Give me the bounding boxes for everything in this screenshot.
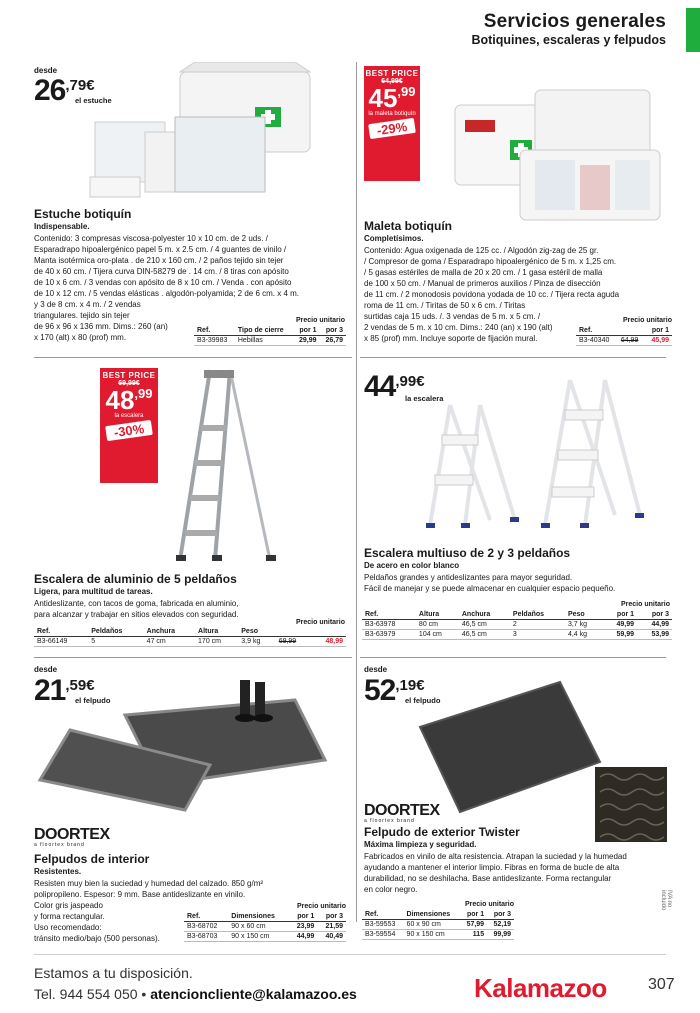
footer-divider — [34, 954, 666, 955]
desc-line: Antideslizante, con tacos de goma, fabricada en aluminio, — [34, 599, 239, 608]
precio-unitario-label: Precio unitario — [295, 317, 345, 324]
desc-line: Fabricados en vinilo de alta resistencia. Atrapan la suciedad y la humedad — [364, 852, 627, 861]
step-ladders-image — [420, 375, 650, 535]
page-title: Servicios generales — [483, 11, 666, 32]
spec-table — [34, 627, 346, 647]
col-header: Tipo de cierre — [235, 326, 293, 336]
product-subtitle: Indispensable. — [34, 222, 90, 231]
price-unit: el felpudo — [75, 696, 111, 705]
badge-label: BEST PRICE — [365, 69, 419, 78]
product-title: Felpudo de exterior Twister — [364, 825, 520, 839]
page-subtitle: Botiquines, escaleras y felpudos — [471, 33, 666, 47]
product-title: Escalera multiuso de 2 y 3 peldaños — [364, 546, 571, 560]
col-header: Peldaños — [88, 627, 143, 637]
table-row: B3-63978 80 cm 46,5 cm 2 3,7 kg 49,99 44,99 — [362, 620, 672, 630]
col-header: Ref. — [34, 627, 88, 637]
col-header: Anchura — [144, 627, 195, 637]
col-header: Ref. — [576, 326, 618, 336]
col-header — [276, 627, 311, 637]
desc-line: en color negro. — [364, 885, 418, 894]
desc-line: x 85 (prof) mm. Incluye soporte de fijación mural. — [364, 334, 538, 343]
product-description — [34, 598, 352, 620]
desc-line: Fácil de manejar y se puede almacenar en cualquier espacio pequeño. — [364, 584, 616, 593]
badge-sub: la escalera — [114, 413, 144, 419]
column-divider — [356, 62, 357, 922]
doortex-logo: DOORTEX a floortex brand — [34, 826, 110, 848]
desc-line: de 40 x 60 cm. / Tijera curva DIN-58279 de . 14 cm. / 8 tiras con apósito — [34, 267, 289, 276]
precio-unitario-label: Precio unitario — [296, 903, 346, 910]
desc-line: y 3 de 8 cm. x 4 m. / 2 vendas — [34, 300, 141, 309]
desc-line: Manta isotérmica oro-plata . de 210 x 160 cm. / 2 paños tejido sin tejer — [34, 256, 284, 265]
col-header — [311, 627, 346, 637]
desc-line: Contenido: Agua oxigenada de 125 cc. / Algodón zig-zag de 25 gr. — [364, 246, 599, 255]
row-divider — [34, 657, 352, 658]
footer-line: Estamos a tu disposición. — [34, 965, 193, 981]
desc-line: Uso recomendado: — [34, 923, 102, 932]
row-divider — [360, 657, 666, 658]
badge-new-price: $45^{,99}$ — [368, 83, 416, 113]
table-row: B3-40340 64,99 45,99 — [576, 336, 672, 346]
precio-unitario-label: Precio unitario — [295, 619, 345, 626]
product-title: Escalera de aluminio de 5 peldaños — [34, 572, 237, 586]
desc-line: / 5 gasas estériles de malla de 20 x 20 cm. / 1 gasa estéril de malla — [364, 268, 603, 277]
table-row: B3-63979 104 cm 46,5 cm 3 4,4 kg 59,99 53,99 — [362, 630, 672, 640]
col-header: Ref. — [184, 912, 228, 922]
spec-table — [576, 326, 672, 346]
price-unit: el estuche — [75, 96, 112, 105]
desde-label: desde — [364, 665, 388, 674]
footer-contact — [34, 986, 357, 1002]
badge-old-price: 64,99€ — [381, 78, 403, 85]
email-link[interactable]: atencioncliente@kalamazoo.es — [150, 986, 357, 1002]
product-title: Maleta botiquín — [364, 219, 452, 233]
section-tab — [686, 8, 700, 52]
badge-sub: la maleta botiquín — [368, 111, 416, 117]
spec-table — [362, 610, 672, 640]
first-aid-case-image — [425, 80, 665, 230]
desc-line: para alcanzar y trabajar en sitios elevados con seguridad. — [34, 610, 239, 619]
row-divider — [34, 357, 352, 358]
price-int: 44 — [364, 370, 396, 403]
desc-line: surtidas caja 15 uds. /. 3 vendas de 5 m. x 5 cm. / — [364, 312, 541, 321]
desc-line: durabilidad, no se deshilacha. Base antideslizante. Forma rectangular — [364, 874, 612, 883]
badge-new-price: $48^{,99}$ — [105, 385, 153, 415]
badge-label: BEST PRICE — [102, 371, 156, 380]
precio-unitario-label: Precio unitario — [622, 317, 672, 324]
table-row: B3-68703 90 x 150 cm 44,99 40,49 — [184, 932, 346, 942]
desc-line: Peldaños grandes y antideslizantes para mayor seguridad. — [364, 573, 573, 582]
col-header: Ref. — [362, 910, 404, 920]
aluminium-ladder-image — [170, 365, 280, 565]
col-header: Peso — [565, 610, 602, 620]
product-description — [364, 572, 674, 594]
product-subtitle: Máxima limpieza y seguridad. — [364, 840, 477, 849]
col-header: por 1 — [289, 912, 318, 922]
desc-line: Resisten muy bien la suciedad y humedad del calzado. 850 g/m² — [34, 879, 264, 888]
precio-unitario-label: Precio unitario — [464, 901, 514, 908]
product-description — [364, 851, 674, 895]
price-dec: ,19€ — [395, 677, 425, 694]
desde-label: desde — [34, 66, 58, 75]
doortex-logo: DOORTEX a floortex brand — [364, 802, 440, 824]
col-header: por 3 — [637, 610, 672, 620]
indoor-mats-image — [35, 680, 350, 825]
desc-line: de 100 x 50 cm. / Manual de primeros auxilios / Pinza de disección — [364, 279, 601, 288]
desc-line: triangulares. tejido sin tejer — [34, 311, 130, 320]
price-int: 21 — [34, 674, 66, 707]
best-price-badge — [100, 368, 158, 483]
page-number: 307 — [648, 976, 675, 993]
col-header — [618, 326, 645, 336]
badge-discount: -29% — [368, 118, 416, 139]
col-header: por 1 — [293, 326, 319, 336]
price-unit: el felpudo — [405, 696, 441, 705]
table-row: B3-68702 90 x 60 cm 23,99 21,59 — [184, 922, 346, 932]
price-dec: ,59€ — [65, 677, 95, 694]
desc-line: Esparadrapo hipoalergénico papel 5 m. x 2.5 cm. / 4 guantes de vinilo / — [34, 245, 287, 254]
price-dec: ,79€ — [65, 77, 95, 94]
desc-line: de 10 x 12 cm. / 5 vendas elásticas . algodón-polyamida; 2 de 6 cm. x 4 m. — [34, 289, 300, 298]
col-header: Peldaños — [510, 610, 565, 620]
table-row: B3-59554 90 x 150 cm 115 99,99 — [362, 930, 514, 940]
col-header: por 1 — [602, 610, 637, 620]
desc-line: Contenido: 3 compresas viscosa-polyester 10 x 10 cm. de 2 uds. / — [34, 234, 268, 243]
spec-table — [362, 910, 514, 940]
table-row: B3-59553 60 x 90 cm 57,99 52,19 — [362, 920, 514, 930]
product-subtitle: Ligera, para multitud de tareas. — [34, 587, 153, 596]
col-header: por 3 — [320, 326, 346, 336]
desc-line: tránsito medio/bajo (500 personas). — [34, 934, 160, 943]
product-subtitle: Completísimos. — [364, 234, 424, 243]
first-aid-kit-image — [85, 62, 345, 202]
col-header: por 1 — [460, 910, 487, 920]
desc-line: ayudando a mantener el interior limpio. Fibras en forma de bucle de alta — [364, 863, 620, 872]
desc-line: y forma rectangular. — [34, 912, 105, 921]
price-int: 26 — [34, 74, 66, 107]
outdoor-mat-image — [400, 672, 670, 842]
row-divider — [360, 357, 666, 358]
col-header: Anchura — [459, 610, 510, 620]
col-header: por 1 — [645, 326, 672, 336]
product-title: Estuche botiquín — [34, 207, 132, 221]
price-int: 52 — [364, 674, 396, 707]
desc-line: de 96 x 96 x 136 mm. Dims.: 260 (an) — [34, 322, 168, 331]
desc-line: polipropileno. Espesor: 9 mm. Base antideslizante en vinilo. — [34, 890, 246, 899]
iva-note: IVA no incluido — [660, 890, 672, 911]
price-unit: la escalera — [405, 394, 444, 403]
price-dec: ,99€ — [395, 373, 425, 390]
desc-line: de 10 x 6 cm. / 3 vendas con apósito de 8 x 10 cm. / Venda . con apósito — [34, 278, 292, 287]
desc-line: / Compresor de goma / Esparadrapo hipoalergénico de 5 m. x 1,25 cm. — [364, 257, 617, 266]
col-header: Ref. — [194, 326, 235, 336]
product-title: Felpudos de interior — [34, 852, 150, 866]
desde-label: desde — [34, 665, 58, 674]
col-header: Altura — [195, 627, 238, 637]
product-subtitle: Resistentes. — [34, 867, 82, 876]
spec-table — [194, 326, 346, 346]
precio-unitario-label: Precio unitario — [620, 601, 670, 608]
badge-discount: -30% — [105, 420, 153, 441]
spec-table — [184, 912, 346, 942]
desc-line: Color gris jaspeado — [34, 901, 103, 910]
badge-old-price: 69,99€ — [118, 380, 140, 387]
col-header: Dimensiones — [404, 910, 461, 920]
product-subtitle: De acero en color blanco — [364, 561, 460, 570]
table-row: B3-66149 5 47 cm 170 cm 3,9 kg 69,99 48,99 — [34, 637, 346, 647]
col-header: Ref. — [362, 610, 416, 620]
best-price-badge — [364, 66, 420, 181]
col-header: Dimensiones — [228, 912, 288, 922]
table-row: B3-39983 Hebillas 29,99 26,79 — [194, 336, 346, 346]
kalamazoo-logo: Kalamazoo — [474, 973, 607, 1003]
desc-line: de 11 cm. / 2 monodosis povidona yodada de 10 cc. / Tijera recta aguda — [364, 290, 620, 299]
col-header: por 3 — [317, 912, 346, 922]
col-header: por 3 — [487, 910, 514, 920]
phone-text: Tel. 944 554 050 • — [34, 986, 151, 1002]
col-header: Peso — [238, 627, 275, 637]
col-header: Altura — [416, 610, 459, 620]
desc-line: roma de 11 cm. / Tiritas de 50 x 6 cm. / Tiritas — [364, 301, 526, 310]
desc-line: x 170 (alt) x 80 (prof) mm. — [34, 333, 127, 342]
desc-line: 2 vendas de 5 m. x 10 cm. Dims.: 240 (an) x 190 (alt) — [364, 323, 553, 332]
